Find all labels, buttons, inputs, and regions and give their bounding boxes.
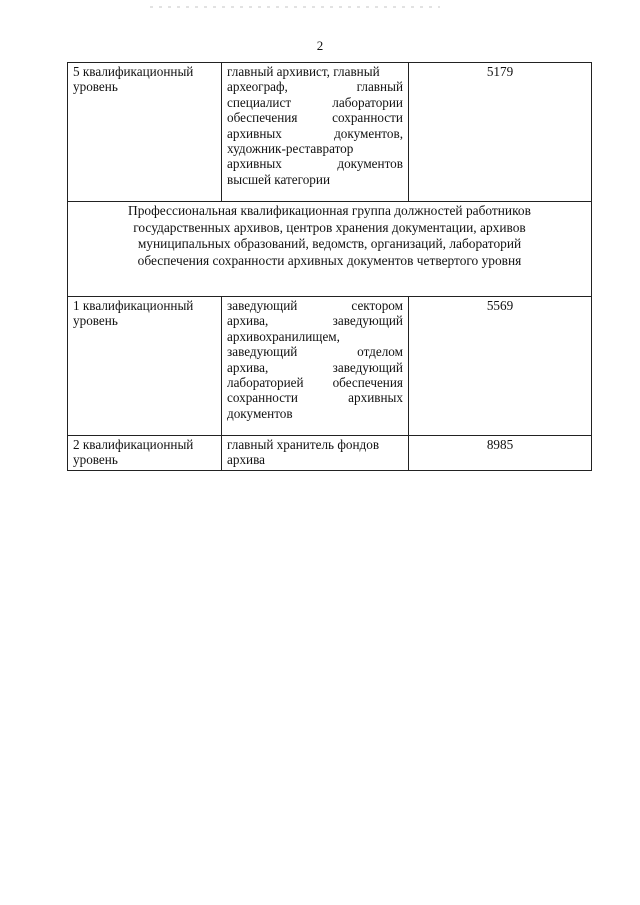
scan-artifact <box>150 6 440 8</box>
salary-table <box>67 62 592 471</box>
position-text-line: высшей категории <box>227 171 331 187</box>
position-text-line: специалист лаборатории <box>227 94 403 110</box>
table-row <box>68 63 592 202</box>
position-text-line: археограф, главный <box>227 79 403 95</box>
table-row-group-header <box>68 202 592 297</box>
level-text-line: уровень <box>73 79 118 95</box>
level-text-line: уровень <box>73 313 118 329</box>
level-text-line: 1 квалификационный <box>73 298 194 313</box>
group-title-line: Профессиональная квалификационная группа должностей работников <box>128 203 531 218</box>
salary-amount-cell: 8985 <box>409 436 592 471</box>
position-text-line: документов <box>227 405 293 421</box>
group-title-line: муниципальных образований, ведомств, организаций, лабораторий <box>137 236 522 251</box>
level-text-line: 5 квалификационный <box>73 64 194 79</box>
position-text-line: архивных документов, <box>227 125 403 141</box>
qualification-level-cell <box>68 297 222 436</box>
level-text-line: 2 квалификационный <box>73 437 194 452</box>
position-text-line: лабораторией обеспечения <box>227 375 403 391</box>
position-text-line: заведующий отделом <box>227 344 403 360</box>
position-text-line: главный хранитель фондов <box>227 437 380 452</box>
position-text-line: художник-реставратор <box>227 141 354 157</box>
table-row <box>68 297 592 436</box>
position-text-line: архива, заведующий <box>227 359 403 375</box>
level-text-line: уровень <box>73 452 118 468</box>
position-text-line: архива, заведующий <box>227 313 403 329</box>
position-text-line: заведующий сектором <box>227 298 403 313</box>
position-text-line: архивохранилищем, <box>227 328 340 344</box>
position-text-line: сохранности архивных <box>227 390 403 406</box>
group-title-line: обеспечения сохранности архивных документов четвертого уровня <box>137 252 522 268</box>
position-text-line: архива <box>227 452 266 468</box>
position-text-line: главный архивист, главный <box>227 64 380 79</box>
salary-amount-cell: 5179 <box>409 63 592 202</box>
group-title-line: государственных архивов, центров хранения документации, архивов <box>133 219 526 235</box>
position-cell <box>222 436 409 471</box>
qualification-group-title <box>68 202 592 297</box>
salary-amount-cell: 5569 <box>409 297 592 436</box>
position-cell <box>222 297 409 436</box>
table-row <box>68 436 592 471</box>
qualification-level-cell <box>68 63 222 202</box>
position-text-line: архивных документов <box>227 156 403 172</box>
page-number: 2 <box>316 38 324 53</box>
qualification-level-cell <box>68 436 222 471</box>
position-cell <box>222 63 409 202</box>
position-text-line: обеспечения сохранности <box>227 110 403 126</box>
